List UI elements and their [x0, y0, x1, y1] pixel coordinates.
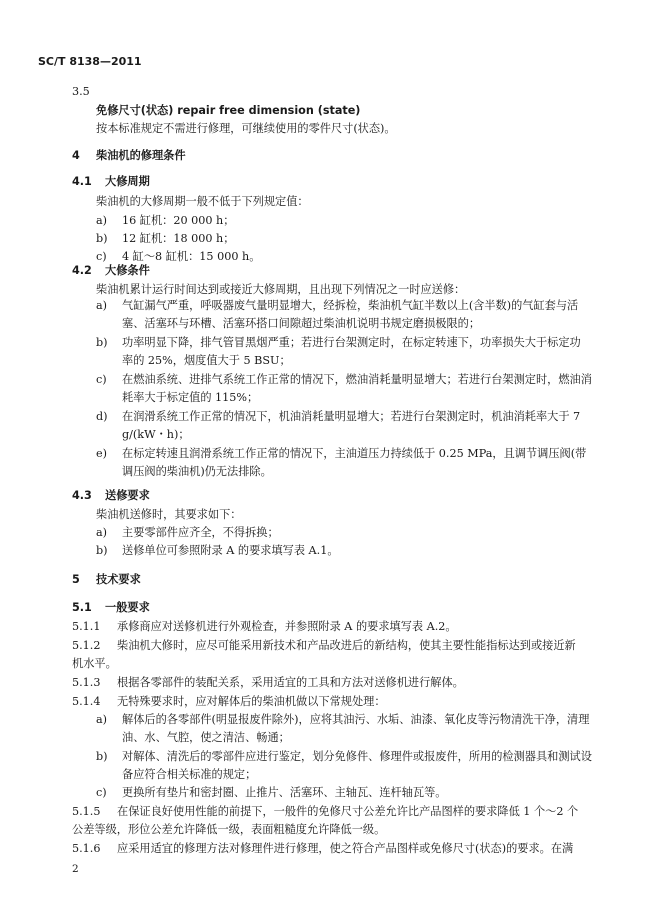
clause-4-2-intro: 柴油机累计运行时间达到或接近大修周期，且出现下列情况之一时应送修：: [96, 283, 466, 296]
clause-4-2-number: 4.2: [72, 264, 92, 277]
clause-5-1-6-number: 5.1.6: [72, 842, 101, 855]
section-5-number: 5: [72, 573, 80, 586]
clause-5-1-4-number: 5.1.4: [72, 695, 101, 708]
clause-4-1-title: 大修周期: [105, 175, 150, 188]
list-item-label: b): [96, 750, 108, 763]
list-item-line: 在标定转速且润滑系统工作正常的情况下，主油道压力持续低于 0.25 MPa，且调节调压阀(带: [122, 447, 587, 460]
section-4-title: 柴油机的修理条件: [96, 149, 186, 162]
clause-4-1-number: 4.1: [72, 175, 92, 188]
list-item-line: 在燃油系统、进排气系统工作正常的情况下，燃油消耗量明显增大；若进行台架测定时，燃油消: [122, 373, 592, 386]
page-number: 2: [72, 863, 79, 875]
list-item-label: c): [96, 373, 107, 386]
clause-5-1-6-text: 应采用适宜的修理方法对修理件进行修理，使之符合产品图样或免修尺寸(状态)的要求。在满: [117, 842, 574, 855]
list-item-text: 主要零部件应齐全，不得拆换；: [122, 526, 279, 539]
clause-5-1-2-line: 柴油机大修时，应尽可能采用新技术和产品改进后的新结构，使其主要性能指标达到或接近新: [117, 639, 576, 652]
list-item-text: 送修单位可参照附录 A 的要求填写表 A.1。: [122, 544, 339, 557]
list-item-label: e): [96, 447, 107, 460]
clause-5-1-2-number: 5.1.2: [72, 639, 101, 652]
list-item-label: d): [96, 410, 108, 423]
clause-3-5-number: 3.5: [72, 85, 90, 98]
list-item-line: 调压阀的柴油机)仍无法排除。: [122, 465, 272, 478]
list-item-line: 耗率大于标定值的 115%；: [122, 391, 259, 404]
list-item-line: 备应符合相关标准的规定；: [122, 768, 257, 781]
list-item-label: a): [96, 214, 108, 227]
clause-5-1-title: 一般要求: [105, 601, 150, 614]
clause-3-5-definition: 按本标准规定不需进行修理，可继续使用的零件尺寸(状态)。: [96, 122, 396, 135]
list-item-line: 油、水、气腔，使之清洁、畅通；: [122, 731, 290, 744]
list-item-line: 解体后的各零部件(明显报废件除外)，应将其油污、水垢、油漆、氧化皮等污物清洗干净，清理: [122, 713, 590, 726]
clause-3-5-term: 免修尺寸(状态) repair free dimension (state): [96, 104, 361, 117]
list-item-line: g/(kW・h)；: [122, 428, 190, 441]
standard-header: SC/T 8138—2011: [38, 55, 142, 68]
clause-4-3-intro: 柴油机送修时，其要求如下：: [96, 508, 242, 521]
section-5-title: 技术要求: [96, 573, 141, 586]
list-item-line: 塞、活塞环与环槽、活塞环搭口间隙超过柴油机说明书规定磨损极限的；: [122, 317, 481, 330]
list-item-label: a): [96, 713, 108, 726]
clause-5-1-3-number: 5.1.3: [72, 676, 101, 689]
clause-5-1-1-number: 5.1.1: [72, 620, 101, 633]
clause-5-1-3-text: 根据各零部件的装配关系，采用适宜的工具和方法对送修机进行解体。: [117, 676, 464, 689]
list-item-label: b): [96, 232, 108, 245]
list-item-line: 对解体、清洗后的零部件应进行鉴定，划分免修件、修理件或报废件，所用的检测器具和测试设: [122, 750, 592, 763]
clause-5-1-5-line: 在保证良好使用性能的前提下，一般件的免修尺寸公差允许比产品图样的要求降低 1 个～2 个: [117, 805, 579, 818]
section-4-number: 4: [72, 149, 80, 162]
clause-4-3-title: 送修要求: [105, 489, 150, 502]
clause-5-1-1-text: 承修商应对送修机进行外观检查，并参照附录 A 的要求填写表 A.2。: [117, 620, 457, 633]
list-item-label: b): [96, 336, 108, 349]
list-item-line: 功率明显下降，排气管冒黑烟严重；若进行台架测定时，在标定转速下，功率损失大于标定功: [122, 336, 581, 349]
clause-4-3-number: 4.3: [72, 489, 92, 502]
clause-5-1-5-line: 公差等级，形位公差允许降低一级，表面粗糙度允许降低一级。: [72, 823, 386, 836]
clause-5-1-4-text: 无特殊要求时，应对解体后的柴油机做以下常规处理：: [117, 695, 386, 708]
list-item-label: c): [96, 250, 107, 263]
clause-5-1-2-line: 机水平。: [72, 657, 117, 670]
clause-4-1-intro: 柴油机的大修周期一般不低于下列规定值：: [96, 195, 309, 208]
list-item-line: 在润滑系统工作正常的情况下，机油消耗量明显增大；若进行台架测定时，机油消耗率大于 7: [122, 410, 581, 423]
clause-5-1-5-number: 5.1.5: [72, 805, 101, 818]
clause-4-2-title: 大修条件: [105, 264, 150, 277]
list-item-line: 更换所有垫片和密封圈、止推片、活塞环、主轴瓦、连杆轴瓦等。: [122, 786, 447, 799]
list-item-label: b): [96, 544, 108, 557]
list-item-line: 气缸漏气严重，呼吸器废气量明显增大，经拆检，柴油机气缸半数以上(含半数)的气缸套与活: [122, 299, 579, 312]
list-item-label: a): [96, 526, 108, 539]
list-item-line: 率的 25%，烟度值大于 5 BSU；: [122, 354, 291, 367]
list-item-text: 12 缸机：18 000 h；: [122, 232, 235, 245]
list-item-text: 4 缸～8 缸机：15 000 h。: [122, 250, 261, 263]
list-item-label: c): [96, 786, 107, 799]
list-item-label: a): [96, 299, 108, 312]
list-item-text: 16 缸机：20 000 h；: [122, 214, 235, 227]
clause-5-1-number: 5.1: [72, 601, 92, 614]
